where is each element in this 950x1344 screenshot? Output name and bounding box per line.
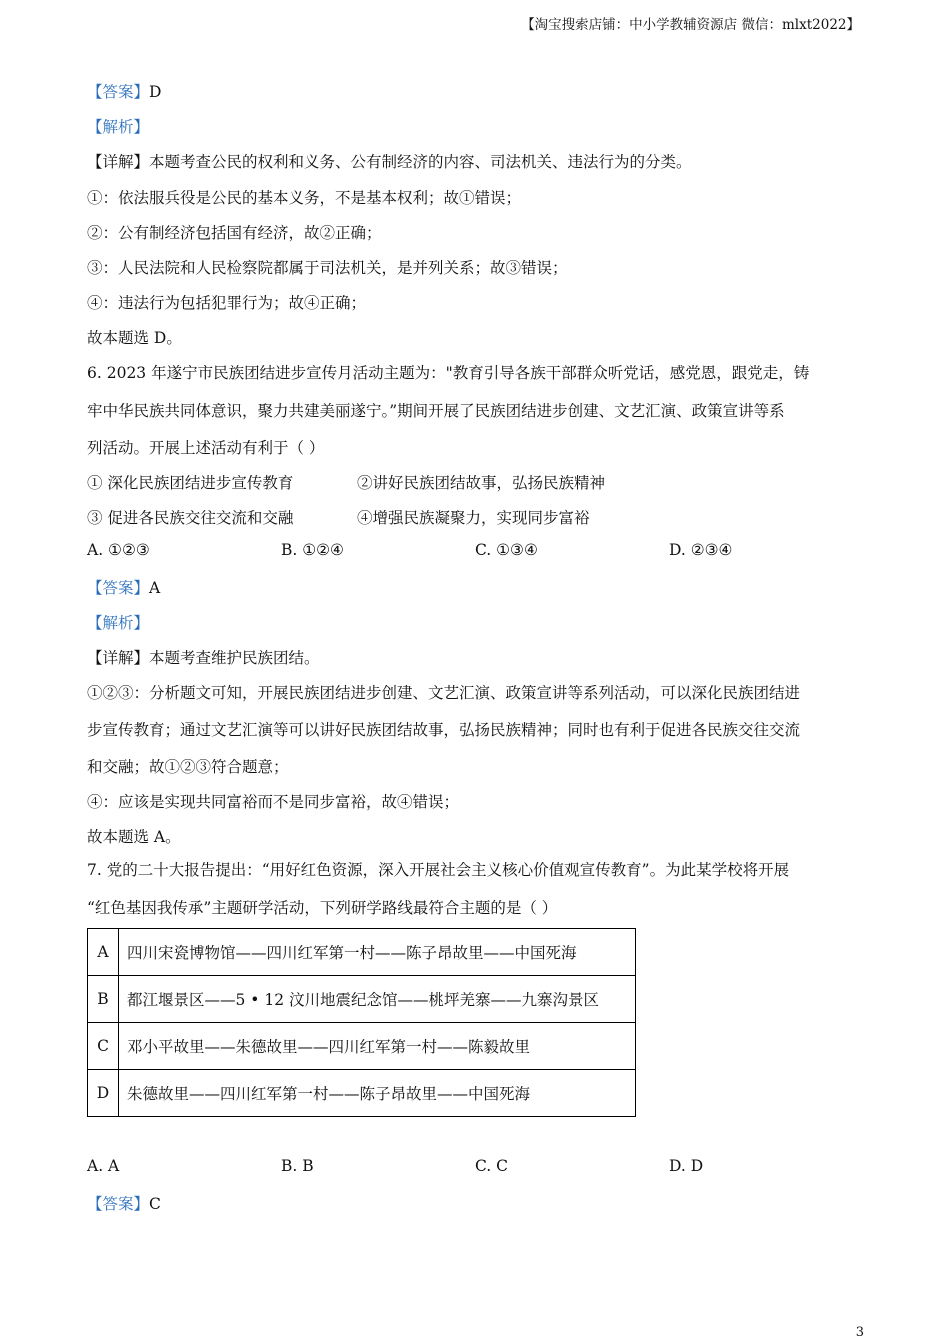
- route-key: A: [88, 929, 119, 976]
- explanation-line: ④：违法行为包括犯罪行为；故④正确；: [87, 294, 367, 312]
- option-c: C. ①③④: [475, 541, 538, 559]
- table-row: [88, 976, 636, 1023]
- option-d: D. ②③④: [669, 541, 733, 559]
- option-b: B. B: [281, 1157, 314, 1175]
- answer-line: [87, 1192, 161, 1214]
- page-header: 【淘宝搜索店铺：中小学教辅资源店 微信：mlxt2022】: [521, 17, 860, 33]
- route-key: C: [88, 1023, 119, 1070]
- analysis-tag: 【解析】: [87, 118, 150, 136]
- answer-tag: 【答案】: [87, 83, 150, 101]
- option-a: A. ①②③: [87, 541, 150, 559]
- explanation-line: ①②③：分析题文可知，开展民族团结进步创建、文艺汇演、政策宣讲等系列活动，可以深化民族团结进: [87, 684, 801, 702]
- answer-tag: 【答案】: [87, 1195, 150, 1213]
- answer-value: C: [149, 1195, 161, 1213]
- answer-tag: 【答案】: [87, 579, 150, 597]
- statement-2: ②讲好民族团结故事，弘扬民族精神: [357, 474, 606, 492]
- analysis-tag: 【解析】: [87, 614, 150, 632]
- question-stem-line: 列活动。开展上述活动有利于（ ）: [87, 439, 325, 457]
- detail-tag: 【详解】: [87, 153, 150, 171]
- detail-tag: 【详解】: [87, 649, 150, 667]
- page-number: 3: [855, 1325, 864, 1340]
- route-key: D: [88, 1070, 119, 1117]
- option-b: B. ①②④: [281, 541, 344, 559]
- conclusion-line: 故本题选 A。: [87, 828, 181, 846]
- answer-value: D: [149, 83, 162, 101]
- option-d: D. D: [669, 1157, 704, 1175]
- question-stem-line: 牢中华民族共同体意识，聚力共建美丽遂宁。”期间开展了民族团结进步创建、文艺汇演、政策宣讲等系: [87, 402, 785, 420]
- route-text: 都江堰景区——5 • 12 汶川地震纪念馆——桃坪羌寨——九寨沟景区: [119, 976, 636, 1023]
- route-table: [87, 928, 636, 1117]
- table-row: [88, 1070, 636, 1117]
- option-a: A. A: [87, 1157, 120, 1175]
- explanation-line: ③：人民法院和人民检察院都属于司法机关，是并列关系；故③错误；: [87, 259, 568, 277]
- route-key: B: [88, 976, 119, 1023]
- detail-text: 本题考查公民的权利和义务、公有制经济的内容、司法机关、违法行为的分类。: [149, 153, 692, 171]
- question-stem-line: 7. 党的二十大报告提出：“用好红色资源，深入开展社会主义核心价值观宣传教育”。为此某学校将开展: [87, 861, 790, 879]
- conclusion-line: 故本题选 D。: [87, 329, 182, 347]
- question-stem-line: 6. 2023 年遂宁市民族团结进步宣传月活动主题为："教育引导各族干部群众听党话，感党恩，跟党走，铸: [87, 364, 810, 382]
- option-c: C. C: [475, 1157, 509, 1175]
- explanation-line: ②：公有制经济包括国有经济，故②正确；: [87, 224, 382, 242]
- answer-line: [87, 576, 160, 598]
- explanation-line: 和交融；故①②③符合题意；: [87, 758, 289, 776]
- table-row: [88, 1023, 636, 1070]
- detail-text: 本题考查维护民族团结。: [149, 649, 320, 667]
- route-text: 朱德故里——四川红军第一村——陈子昂故里——中国死海: [119, 1070, 636, 1117]
- answer-line: [87, 80, 161, 102]
- statement-1: ① 深化民族团结进步宣传教育: [87, 474, 294, 492]
- explanation-line: ④：应该是实现共同富裕而不是同步富裕，故④错误；: [87, 793, 460, 811]
- detail-line: [87, 646, 320, 668]
- table-row: [88, 929, 636, 976]
- answer-value: A: [149, 579, 161, 597]
- route-text: 邓小平故里——朱德故里——四川红军第一村——陈毅故里: [119, 1023, 636, 1070]
- statement-3: ③ 促进各民族交往交流和交融: [87, 509, 294, 527]
- explanation-line: 步宣传教育；通过文艺汇演等可以讲好民族团结故事，弘扬民族精神；同时也有利于促进各民族交往交流: [87, 721, 801, 739]
- question-stem-line: “红色基因我传承”主题研学活动，下列研学路线最符合主题的是（ ）: [87, 899, 558, 917]
- explanation-line: ①：依法服兵役是公民的基本义务，不是基本权利；故①错误；: [87, 189, 522, 207]
- statement-4: ④增强民族凝聚力，实现同步富裕: [357, 509, 590, 527]
- detail-line: [87, 150, 692, 172]
- route-text: 四川宋瓷博物馆——四川红军第一村——陈子昂故里——中国死海: [119, 929, 636, 976]
